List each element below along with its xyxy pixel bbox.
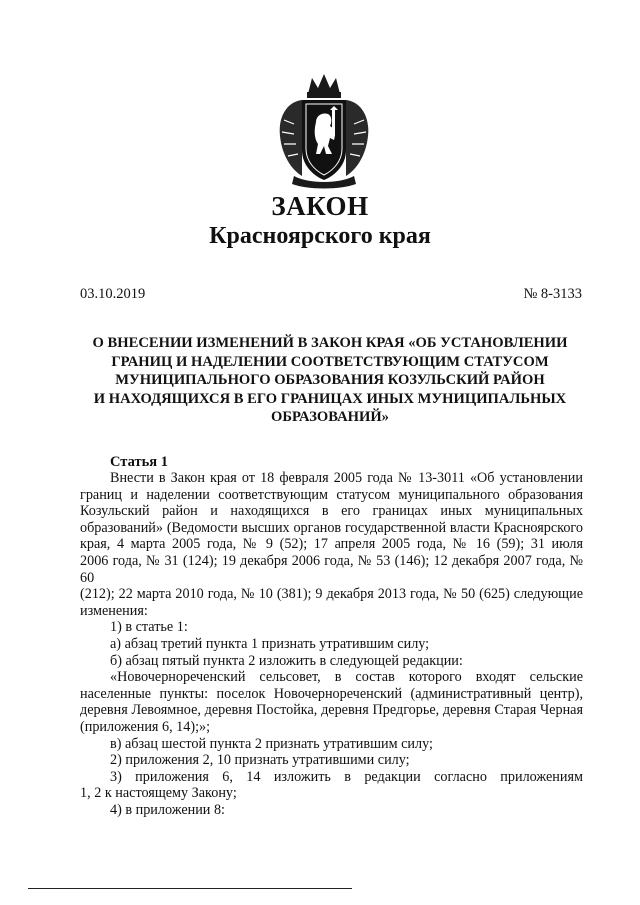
article-body (80, 470, 583, 818)
body-line: образований» (Ведомости высших органов государственной власти Красноярского (80, 519, 583, 536)
region-name: Красноярского края (209, 223, 431, 249)
article-heading: Статья 1 (110, 454, 168, 470)
list-item: 4) в приложении 8: (110, 801, 225, 818)
list-item: а) абзац третий пункта 1 признать утратившим силу; (110, 635, 430, 652)
body-line: 2006 года, № 31 (124); 19 декабря 2006 года, № 53 (146); 12 декабря 2007 года, № 60 (80, 552, 583, 586)
list-item: б) абзац пятый пункта 2 изложить в следующей редакции: (110, 652, 463, 669)
law-title-line: О ВНЕСЕНИИ ИЗМЕНЕНИЙ В ЗАКОН КРАЯ «ОБ УСТАНОВЛЕНИИ (92, 335, 568, 351)
list-item: в) абзац шестой пункта 2 признать утратившим силу; (110, 735, 433, 752)
list-item: 1) в статье 1: (110, 619, 188, 636)
body-line: изменения: (80, 602, 148, 619)
law-number: № 8-3133 (523, 286, 582, 302)
law-title-line: МУНИЦИПАЛЬНОГО ОБРАЗОВАНИЯ КОЗУЛЬСКИЙ РАЙОН (115, 372, 545, 388)
law-title-line: ОБРАЗОВАНИЙ» (271, 409, 389, 425)
quote-line: населенные пункты: поселок Новочернореченский (административный центр), (80, 685, 583, 702)
quote-line: деревня Левоямное, деревня Постойка, деревня Предгорье, деревня Старая Черная (80, 702, 583, 719)
list-item: 3) приложения 6, 14 изложить в редакции согласно приложениям (110, 768, 583, 785)
body-line: Внести в Закон края от 18 февраля 2005 года № 13-3011 «Об установлении (110, 470, 583, 486)
law-title-line: И НАХОДЯЩИХСЯ В ЕГО ГРАНИЦАХ ИНЫХ МУНИЦИПАЛЬНЫХ (93, 390, 567, 407)
body-line: границ и наделении соответствующим статусом муниципального образования (80, 486, 583, 503)
list-item: 2) приложения 2, 10 признать утратившими силу; (110, 752, 410, 769)
body-line: Козульский район и находящихся в его границах иных муниципальных (80, 503, 583, 520)
krasnoyarsk-coat-of-arms-icon (272, 72, 376, 190)
law-date: 03.10.2019 (80, 286, 146, 302)
footnote-divider (28, 888, 352, 889)
body-line: (212); 22 марта 2010 года, № 10 (381); 9 декабря 2013 года, № 50 (625) следующие (80, 586, 583, 603)
quote-line: «Новочернореченский сельсовет, в состав которого входят сельские (110, 669, 583, 686)
law-title (90, 334, 570, 427)
document-type: ЗАКОН (271, 191, 369, 221)
body-line: края, 4 марта 2005 года, № 9 (52); 17 апреля 2005 года, № 16 (59); 31 июля (80, 536, 583, 553)
law-title-line: ГРАНИЦ И НАДЕЛЕНИИ СООТВЕТСТВУЮЩИМ СТАТУСОМ (111, 353, 549, 370)
quote-line: (приложения 6, 14);»; (80, 718, 211, 735)
list-item: 1, 2 к настоящему Закону; (80, 785, 237, 802)
